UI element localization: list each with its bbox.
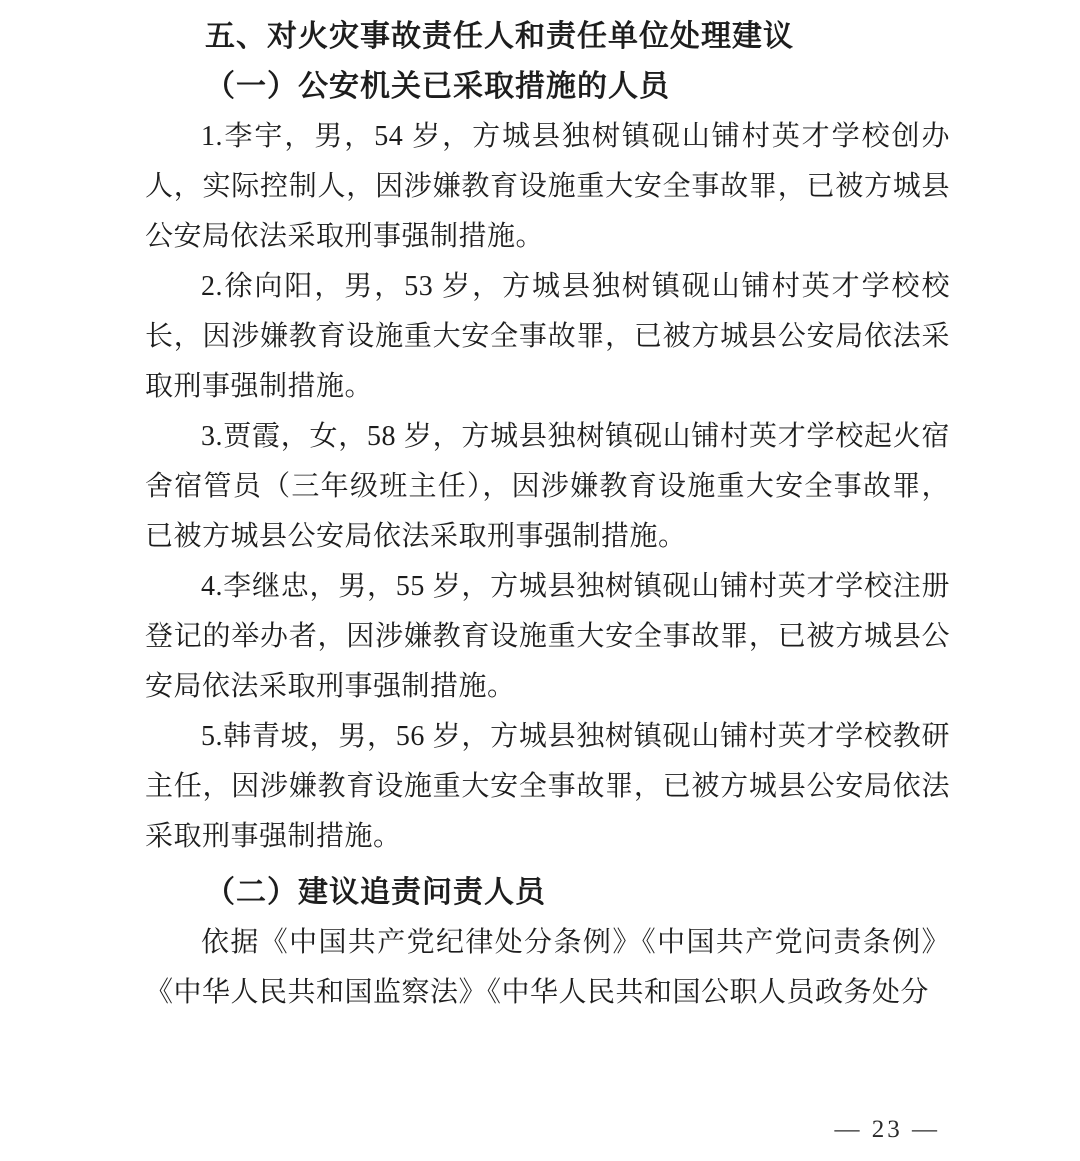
paragraph-person-4: 4.李继忠，男，55 岁，方城县独树镇砚山铺村英才学校注册登记的举办者，因涉嫌教育设施重大安全事故罪，已被方城县公安局依法采取刑事强制措施。 xyxy=(145,571,950,702)
paragraph-person-1: 1.李宇，男，54 岁，方城县独树镇砚山铺村英才学校创办人，实际控制人，因涉嫌教育设施重大安全事故罪，已被方城县公安局依法采取刑事强制措施。 xyxy=(145,121,950,252)
subsection-heading-1: （一）公安机关已采取措施的人员 xyxy=(205,70,670,103)
paragraph-legal-basis: 依据《中国共产党纪律处分条例》《中国共产党问责条例》《中华人民共和国监察法》《中华人民共和国公职人员政务处分 xyxy=(145,927,950,1008)
paragraph-person-2: 2.徐向阳，男，53 岁，方城县独树镇砚山铺村英才学校校长，因涉嫌教育设施重大安全事故罪，已被方城县公安局依法采取刑事强制措施。 xyxy=(145,271,950,402)
section-heading-main: 五、对火灾事故责任人和责任单位处理建议 xyxy=(205,20,794,53)
document-page xyxy=(145,12,950,1018)
paragraph-person-5: 5.韩青坡，男，56 岁，方城县独树镇砚山铺村英才学校教研主任，因涉嫌教育设施重大安全事故罪，已被方城县公安局依法采取刑事强制措施。 xyxy=(145,721,950,852)
paragraph-person-3: 3.贾霞，女，58 岁，方城县独树镇砚山铺村英才学校起火宿舍宿管员（三年级班主任），因涉嫌教育设施重大安全事故罪，已被方城县公安局依法采取刑事强制措施。 xyxy=(145,421,950,552)
page-number: — 23 — xyxy=(834,1116,940,1143)
subsection-heading-2: （二）建议追责问责人员 xyxy=(205,876,546,909)
